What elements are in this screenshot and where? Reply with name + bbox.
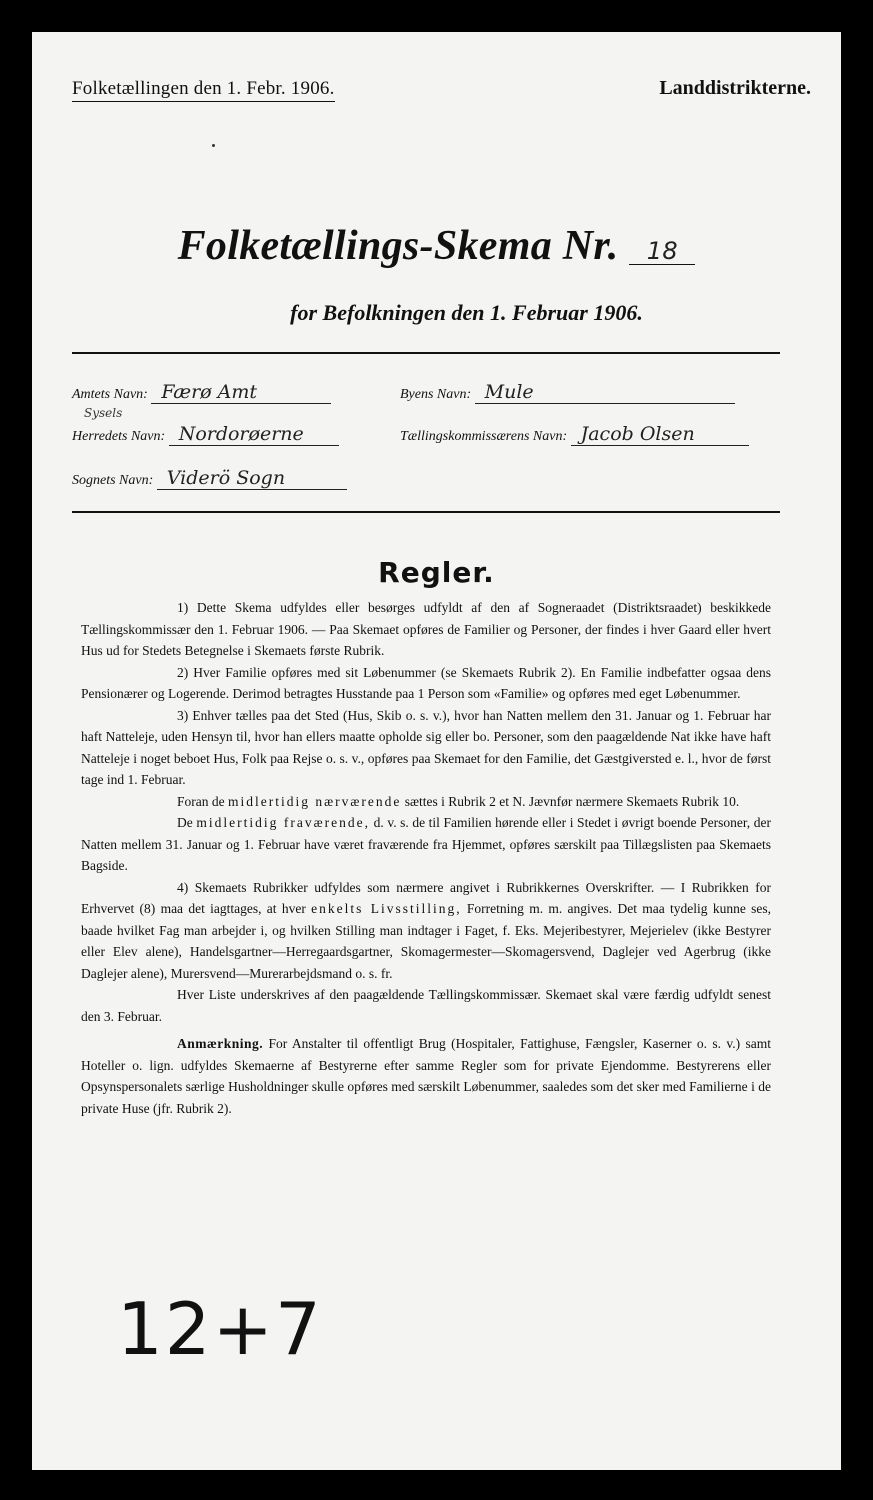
herred-annotation: Sysels [84,406,123,420]
byen-label: Byens Navn: [400,387,472,402]
note-heading: Anmærkning. [177,1036,264,1051]
rule-3: 3) Enhver tælles paa det Sted (Hus, Skib o. s. v.), hvor han Natten mellem den 31. Januar og 1. Februar har haft Natteleje, uden Hensyn til, hvor han ellers maatte opholde sig eller bo. Personer, som den paagældende Nat ikke have haft Natteleje i noget beboet Hus, Folk paa Rejse o. s. v., opføres paa Skemaet for den Familie, det Gæstgiversted e. l., hvor de først tage ind 1. Februar. [81,707,771,787]
rule-2: 2) Hver Familie opføres med sit Løbenummer (se Skemaets Rubrik 2). En Familie indbefatter ogsaa dens Pensionærer og Logerende. Derimod betragtes Husstande paa 1 Person som «Familie» og opføres med eget Løbenummer. [81,664,771,701]
form-title-text: Folketællings-Skema Nr. [177,223,619,269]
kommissaer-label: Tællingskommissærens Navn: [400,429,568,444]
rule-4-post: Forretning m. m. angives. Det maa tydelig kunne ses, baade hvilket Fag man arbejder i, og hvilken Stilling man indtager i Faget, f. Eks. Mejeribestyrer, Mejerielev (ikke Bestyrer eller Elev alene), Handelsgartner—Herregaardsgartner, Skomagermester—Skomagersvend, Daglejer ved Agerbrug (ikke Daglejer alene), Murersvend—Murerarbejdsmand o. s. fr. [81,901,772,981]
top-divider [72,352,780,354]
byen-value: Mule [475,382,735,404]
rule-1: 1) Dette Skema udfyldes eller besørges udfyldt af den af Sogneraadet (Distriktsraadet) beskikkede Tællingskommissær den 1. Februar 1906. — Paa Skemaet opføres de Familier og Personer, der findes i hver Gaard eller hvert Hus ud for Stedets Betegnelse i Skemaets første Rubrik. [81,600,771,658]
note-body: For Anstalter til offentligt Brug (Hospitaler, Fattighuse, Fængsler, Kaserner o. s. v.) samt Hoteller o. lign. udfyldes Skemaerne af Bestyrerne efter samme Regler som for private Ejendomme. Bestyrerens eller Opsynspersonalets særlige Husholdninger skulle opføres med særskilt Løbenummer, saaledes som det sker med Familierne i de private Huse (jfr. Rubrik 2). [81,1036,771,1116]
rule-3c-post: d. v. s. de til Familien hørende eller i Stedet i øvrigt boende Personer, der Natten mellem 31. Januar og 1. Februar have været fraværende fra Hjemmet, opføres særskilt paa Tillægslisten paa Skemaets Bagside. [81,815,772,873]
rule-3b-pre: Foran de [177,793,225,809]
rules-text [81,597,771,1119]
district-type-header: Landdistrikterne. [659,77,811,99]
rule-4-emphasis: enkelts Livsstilling, [311,901,462,916]
rule-3c [81,812,771,877]
byen-field [400,382,735,404]
rules-heading: Regler. [378,556,495,589]
bottom-divider [72,511,780,513]
amt-field [72,382,331,404]
amt-value: Færø Amt [151,382,331,404]
rule-4 [81,877,771,985]
speck-mark [212,144,215,147]
rule-3c-emphasis: midlertidig fraværende, [196,815,371,830]
form-number: 18 [629,238,695,265]
rule-3b [81,791,771,813]
sogn-label: Sognets Navn: [72,473,154,488]
herred-field [72,424,339,446]
rule-4b: Hver Liste underskrives af den paagældende Tællingskommissær. Skemaet skal være færdig udfyldt senest den 3. Februar. [81,987,771,1024]
form-title [32,222,841,270]
rule-3b-emphasis: midlertidig nærværende [228,793,402,809]
kommissaer-value: Jacob Olsen [571,424,749,446]
herred-label: Herredets Navn: [72,429,166,444]
amt-label: Amtets Navn: [72,387,148,402]
herred-value: Nordorøerne [169,424,339,446]
kommissaer-field [400,424,749,446]
sogn-value: Viderö Sogn [157,468,347,490]
form-subtitle: for Befolkningen den 1. Februar 1906. [290,300,643,325]
rule-3c-pre: De [177,815,193,830]
annotation-note [81,1033,771,1119]
rule-4-pre: 4) Skemaets Rubrikker udfyldes som nærmere angivet i Rubrikkernes Overskrifter. — I Rubrikken for Erhvervet (8) maa det iagttages, at hver [81,879,771,916]
census-date-header: Folketællingen den 1. Febr. 1906. [72,78,335,102]
handwritten-number: 12+7 [117,1287,323,1371]
sogn-field [72,468,347,490]
census-form-page [32,32,841,1470]
rule-3b-post: sættes i Rubrik 2 et N. Jævnfør nærmere Skemaets Rubrik 10. [404,793,740,809]
